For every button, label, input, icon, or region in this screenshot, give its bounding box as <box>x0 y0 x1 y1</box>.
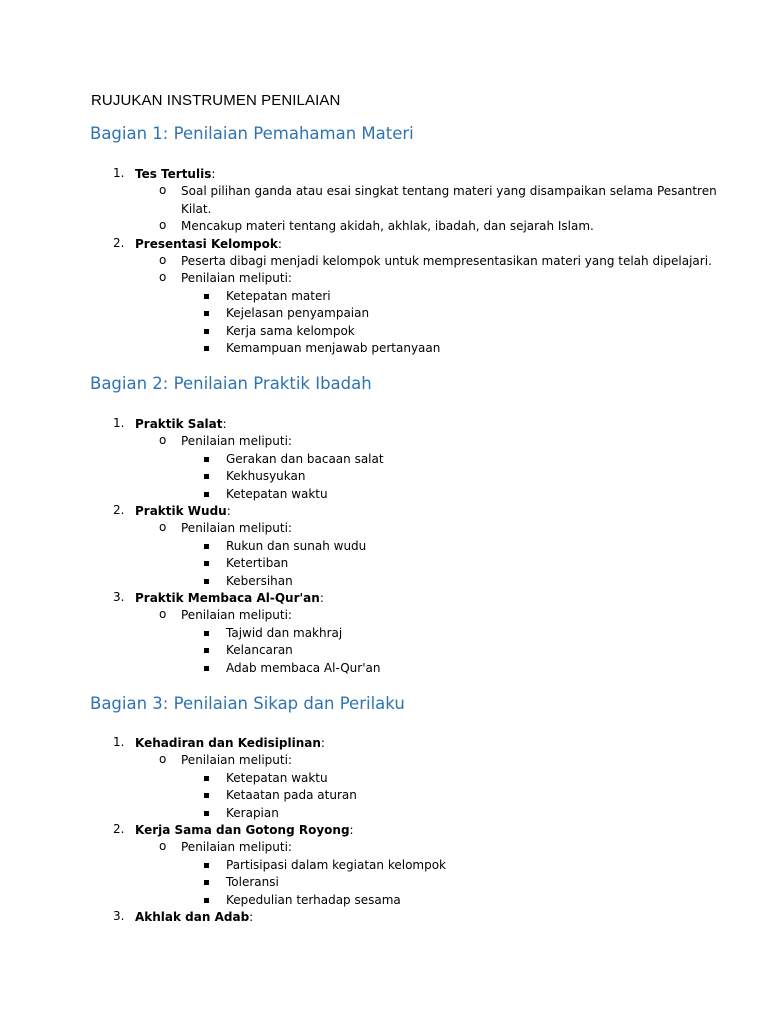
list-number: 1. <box>113 166 125 180</box>
sub-item-text: Penilaian meliputi: <box>181 753 292 768</box>
list-item-term: Kehadiran dan Kedisiplinan <box>135 736 321 750</box>
criteria-item: Ketertiban <box>226 556 289 571</box>
list-item-term: Kerja Sama dan Gotong Royong <box>135 823 350 837</box>
list-item-term: Tes Tertulis <box>135 167 212 181</box>
square-bullet-icon <box>204 793 209 798</box>
sub-bullet-icon: o <box>159 839 167 854</box>
list-number: 2. <box>113 235 125 250</box>
sub-bullet-icon: o <box>159 433 167 448</box>
criteria-item: Toleransi <box>226 875 279 890</box>
square-bullet-icon <box>204 311 209 316</box>
square-bullet-icon <box>204 294 209 299</box>
square-bullet-icon <box>204 811 209 816</box>
square-bullet-icon <box>204 346 209 351</box>
square-bullet-icon <box>204 631 209 636</box>
list-item-label: Praktik Wudu: <box>135 504 231 518</box>
criteria-item: Tajwid dan makhraj <box>226 625 343 640</box>
section-heading: Bagian 2: Penilaian Praktik Ibadah <box>90 374 372 393</box>
list-item-label: Akhlak dan Adab: <box>135 910 254 924</box>
list-item-term: Praktik Salat <box>135 417 223 431</box>
sub-item-text: Soal pilihan ganda atau esai singkat tentang materi yang disampaikan selama Pesantren <box>181 184 717 199</box>
sub-bullet-icon: o <box>159 218 167 233</box>
sub-item-text: Penilaian meliputi: <box>181 434 292 449</box>
criteria-item: Ketepatan materi <box>226 288 331 303</box>
sub-bullet-icon: o <box>159 183 167 198</box>
criteria-item: Ketaatan pada aturan <box>226 788 357 803</box>
square-bullet-icon <box>204 474 209 479</box>
square-bullet-icon <box>204 898 209 903</box>
criteria-item: Adab membaca Al-Qur'an <box>226 660 381 675</box>
criteria-item: Kerja sama kelompok <box>226 323 355 338</box>
list-number: 3. <box>113 590 125 604</box>
list-item-term: Praktik Membaca Al-Qur'an <box>135 591 320 605</box>
list-item-label: Tes Tertulis: <box>135 167 216 181</box>
criteria-item: Kemampuan menjawab pertanyaan <box>226 341 441 355</box>
sub-item-text: Penilaian meliputi: <box>181 840 292 855</box>
sub-item-text-continued: Kilat. <box>181 201 212 216</box>
list-number: 2. <box>113 503 125 517</box>
sub-item-text: Mencakup materi tentang akidah, akhlak, ibadah, dan sejarah Islam. <box>181 219 594 234</box>
sub-item-text: Penilaian meliputi: <box>181 521 292 536</box>
square-bullet-icon <box>204 544 209 549</box>
square-bullet-icon <box>204 492 209 497</box>
square-bullet-icon <box>204 561 209 566</box>
square-bullet-icon <box>204 880 209 885</box>
square-bullet-icon <box>204 776 209 781</box>
criteria-item: Kepedulian terhadap sesama <box>226 892 401 907</box>
list-item-term: Presentasi Kelompok <box>135 236 278 251</box>
sub-bullet-icon: o <box>159 752 167 767</box>
criteria-item: Kekhusyukan <box>226 469 306 484</box>
list-number: 3. <box>113 909 125 923</box>
document-title: RUJUKAN INSTRUMEN PENILAIAN <box>91 92 341 109</box>
criteria-item: Kebersihan <box>226 573 293 588</box>
section-heading: Bagian 3: Penilaian Sikap dan Perilaku <box>90 694 405 713</box>
criteria-item: Rukun dan sunah wudu <box>226 538 367 553</box>
sub-bullet-icon: o <box>159 607 167 622</box>
square-bullet-icon <box>204 579 209 584</box>
criteria-item: Gerakan dan bacaan salat <box>226 451 384 466</box>
criteria-item: Ketepatan waktu <box>226 486 328 501</box>
square-bullet-icon <box>204 457 209 462</box>
criteria-item: Partisipasi dalam kegiatan kelompok <box>226 857 447 872</box>
square-bullet-icon <box>204 666 209 671</box>
list-item-label: Kerja Sama dan Gotong Royong: <box>135 823 354 837</box>
criteria-item: Kejelasan penyampaian <box>226 306 370 321</box>
list-item-label: Kehadiran dan Kedisiplinan: <box>135 736 325 750</box>
square-bullet-icon <box>204 648 209 653</box>
section-heading: Bagian 1: Penilaian Pemahaman Materi <box>90 124 414 143</box>
list-item-term: Praktik Wudu <box>135 504 227 518</box>
sub-item-text: Peserta dibagi menjadi kelompok untuk mempresentasikan materi yang telah dipelajari. <box>181 254 712 268</box>
list-number: 1. <box>113 416 125 430</box>
list-number: 1. <box>113 735 125 749</box>
sub-item-text: Penilaian meliputi: <box>181 608 292 623</box>
criteria-item: Kelancaran <box>226 643 293 658</box>
sub-bullet-icon: o <box>159 520 167 535</box>
sub-bullet-icon: o <box>159 270 167 285</box>
list-item-label: Praktik Salat: <box>135 417 227 431</box>
criteria-item: Ketepatan waktu <box>226 770 328 785</box>
criteria-item: Kerapian <box>226 805 279 820</box>
sub-item-text: Penilaian meliputi: <box>181 271 292 286</box>
square-bullet-icon <box>204 863 209 868</box>
sub-bullet-icon: o <box>159 253 167 267</box>
list-number: 2. <box>113 822 125 836</box>
list-item-term: Akhlak dan Adab <box>135 910 250 924</box>
list-item-label: Praktik Membaca Al-Qur'an: <box>135 591 324 605</box>
square-bullet-icon <box>204 329 209 334</box>
list-item-label: Presentasi Kelompok: <box>135 236 282 251</box>
